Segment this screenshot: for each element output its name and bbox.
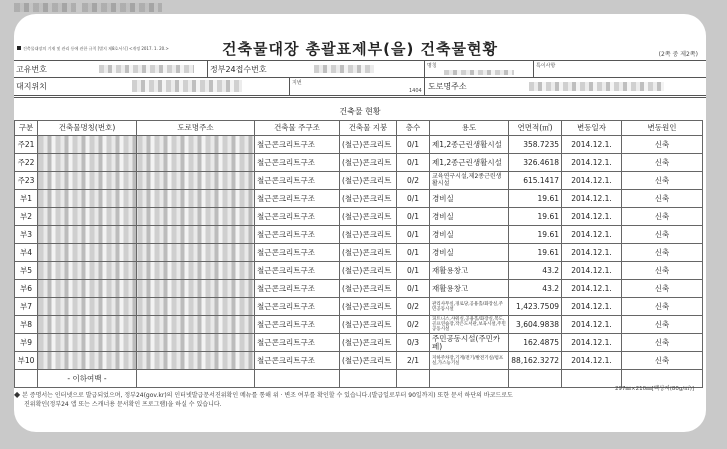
footer-notice	[14, 390, 513, 409]
date: 2014.12.1.	[562, 172, 622, 190]
building-name-redacted	[38, 298, 137, 316]
col-header: 건축물명칭(번호)	[38, 121, 137, 136]
notice-line-1: 본 증명서는 인터넷으로 발급되었으며, 정부24(gov.kr)의 인터넷발급문서진위확인 메뉴를 통해 위 · 변조 여부를 확인할 수 있습니다.(발급일로부터 90일까지) 또한 문서 하단의 바코드로도	[22, 392, 513, 399]
redacted-header-1	[14, 3, 76, 12]
area: 43.2	[509, 262, 562, 280]
date: 2014.12.1.	[562, 262, 622, 280]
use: 경비실	[430, 208, 509, 226]
info-line-mid	[14, 77, 706, 78]
date: 2014.12.1.	[562, 316, 622, 334]
roof: (철근)콘크리트	[340, 334, 397, 352]
structure: 철근콘크리트구조	[255, 136, 340, 154]
structure: 철근콘크리트구조	[255, 280, 340, 298]
building-name-redacted	[38, 190, 137, 208]
empty-cell	[340, 370, 397, 388]
table-row	[15, 262, 703, 280]
cause: 신축	[622, 172, 703, 190]
use: 재활용창고	[430, 280, 509, 298]
cause: 신축	[622, 190, 703, 208]
row-id: 주22	[15, 154, 38, 172]
table-row	[15, 280, 703, 298]
cause: 신축	[622, 226, 703, 244]
structure: 철근콘크리트구조	[255, 298, 340, 316]
date: 2014.12.1.	[562, 244, 622, 262]
use: 재활용창고	[430, 262, 509, 280]
row-id: 주21	[15, 136, 38, 154]
area: 1,423.7509	[509, 298, 562, 316]
cause: 신축	[622, 208, 703, 226]
diamond-bullet-icon: ◆	[14, 390, 21, 399]
special-label: 특이사항	[536, 63, 556, 69]
col-header: 변동원인	[622, 121, 703, 136]
page-count: (2쪽 중 제2쪽)	[658, 51, 698, 58]
building-name-redacted	[38, 208, 137, 226]
date: 2014.12.1.	[562, 154, 622, 172]
road-address-redacted	[137, 352, 255, 370]
cause: 신축	[622, 154, 703, 172]
roof: (철근)콘크리트	[340, 172, 397, 190]
floors: 0/1	[397, 136, 430, 154]
structure: 철근콘크리트구조	[255, 262, 340, 280]
legal-note-text: 건축물대장의 기재 및 관리 등에 관한 규칙 [별지 제8호서식] <개정 2017. 1. 20.>	[23, 46, 169, 51]
use: 관리사무실,경로당,공용홀/화장실,주민공동시설	[430, 298, 509, 316]
empty-cell	[15, 370, 38, 388]
roof: (철근)콘크리트	[340, 352, 397, 370]
roof: (철근)콘크리트	[340, 226, 397, 244]
cause: 신축	[622, 298, 703, 316]
building-name-redacted	[38, 280, 137, 298]
col-header: 변동일자	[562, 121, 622, 136]
use: 교육연구시설,제2종근린생활시설	[430, 172, 509, 190]
floors: 0/1	[397, 154, 430, 172]
road-address-redacted	[137, 244, 255, 262]
end-marker: - 이하여백 -	[38, 370, 137, 388]
lot-value: 1404	[409, 88, 422, 94]
document-title: 건축물대장 총괄표제부(을) 건축물현황	[222, 40, 498, 58]
building-name-redacted	[38, 154, 137, 172]
info-line-top	[14, 60, 706, 61]
area: 326.4618	[509, 154, 562, 172]
lot-label: 지번	[292, 80, 302, 86]
info-line-bot2	[14, 97, 706, 98]
area: 19.61	[509, 190, 562, 208]
roof: (철근)콘크리트	[340, 298, 397, 316]
structure: 철근콘크리트구조	[255, 226, 340, 244]
row-id: 부5	[15, 262, 38, 280]
area: 19.61	[509, 208, 562, 226]
row-id: 부6	[15, 280, 38, 298]
col-header: 건축물 지붕	[340, 121, 397, 136]
building-name-redacted	[38, 334, 137, 352]
table-end-row	[15, 370, 703, 388]
table-row	[15, 352, 703, 370]
empty-cell	[137, 370, 255, 388]
row-id: 부2	[15, 208, 38, 226]
cause: 신축	[622, 280, 703, 298]
structure: 철근콘크리트구조	[255, 154, 340, 172]
divider	[424, 60, 425, 77]
area: 358.7235	[509, 136, 562, 154]
road-address-redacted	[137, 280, 255, 298]
road-address-redacted	[137, 316, 255, 334]
road-value	[529, 82, 664, 91]
area: 19.61	[509, 226, 562, 244]
gov24-no-value	[314, 65, 374, 73]
table-row	[15, 226, 703, 244]
use: 제1,2종근린생활시설	[430, 136, 509, 154]
floors: 0/1	[397, 280, 430, 298]
area: 88,162.3272	[509, 352, 562, 370]
row-id: 부7	[15, 298, 38, 316]
row-id: 부10	[15, 352, 38, 370]
row-id: 부9	[15, 334, 38, 352]
roof: (철근)콘크리트	[340, 244, 397, 262]
date: 2014.12.1.	[562, 298, 622, 316]
structure: 철근콘크리트구조	[255, 352, 340, 370]
use: 제1,2종근린생활시설	[430, 154, 509, 172]
building-name-redacted	[38, 136, 137, 154]
row-id: 부8	[15, 316, 38, 334]
building-name-redacted	[38, 172, 137, 190]
row-id: 주23	[15, 172, 38, 190]
structure: 철근콘크리트구조	[255, 172, 340, 190]
roof: (철근)콘크리트	[340, 190, 397, 208]
road-label: 도로명주소	[428, 82, 467, 91]
area: 162.4875	[509, 334, 562, 352]
empty-cell	[430, 370, 509, 388]
table-row	[15, 154, 703, 172]
divider	[207, 60, 208, 77]
structure: 철근콘크리트구조	[255, 190, 340, 208]
floors: 0/1	[397, 244, 430, 262]
date: 2014.12.1.	[562, 226, 622, 244]
road-address-redacted	[137, 208, 255, 226]
table-row	[15, 244, 703, 262]
table-row	[15, 334, 703, 352]
unique-no-value	[99, 65, 194, 73]
name-value	[444, 70, 514, 75]
roof: (철근)콘크리트	[340, 316, 397, 334]
paper-size: 297㎜×210㎜[백상지(80g/㎡)]	[615, 386, 694, 392]
cause: 신축	[622, 262, 703, 280]
road-address-redacted	[137, 226, 255, 244]
table-row	[15, 190, 703, 208]
road-address-redacted	[137, 190, 255, 208]
roof: (철근)콘크리트	[340, 262, 397, 280]
name-label: 명칭	[427, 63, 437, 69]
notice-line-2: 진위확인(정부24 앱 또는 스캐너용 문서확인 프로그램)을 하실 수 있습니다.	[24, 401, 222, 408]
empty-cell	[509, 370, 562, 388]
table-row	[15, 316, 703, 334]
building-name-redacted	[38, 316, 137, 334]
col-header: 층수	[397, 121, 430, 136]
area: 615.1417	[509, 172, 562, 190]
floors: 0/2	[397, 172, 430, 190]
empty-cell	[397, 370, 430, 388]
col-header: 도로명주소	[137, 121, 255, 136]
divider	[289, 77, 290, 95]
gov24-no-label: 정부24접수번호	[210, 65, 267, 74]
structure: 철근콘크리트구조	[255, 208, 340, 226]
row-id: 부3	[15, 226, 38, 244]
info-line-bot	[14, 95, 706, 96]
cause: 신축	[622, 352, 703, 370]
structure: 철근콘크리트구조	[255, 244, 340, 262]
roof: (철근)콘크리트	[340, 154, 397, 172]
floors: 0/1	[397, 208, 430, 226]
divider	[533, 60, 534, 77]
floors: 0/1	[397, 262, 430, 280]
road-address-redacted	[137, 298, 255, 316]
floors: 0/3	[397, 334, 430, 352]
area: 19.61	[509, 244, 562, 262]
table-row	[15, 298, 703, 316]
row-id: 부1	[15, 190, 38, 208]
road-address-redacted	[137, 172, 255, 190]
cause: 신축	[622, 244, 703, 262]
divider	[424, 77, 425, 95]
building-name-redacted	[38, 352, 137, 370]
document-page	[14, 14, 706, 432]
structure: 철근콘크리트구조	[255, 316, 340, 334]
building-name-redacted	[38, 262, 137, 280]
road-address-redacted	[137, 334, 255, 352]
site-value	[132, 80, 242, 92]
road-address-redacted	[137, 136, 255, 154]
roof: (철근)콘크리트	[340, 136, 397, 154]
section-title: 건축물 현황	[339, 107, 381, 116]
structure: 철근콘크리트구조	[255, 334, 340, 352]
road-address-redacted	[137, 154, 255, 172]
use: 경비실	[430, 244, 509, 262]
table-header	[15, 121, 703, 136]
unique-no-label: 고유번호	[16, 65, 47, 74]
area: 43.2	[509, 280, 562, 298]
floors: 2/1	[397, 352, 430, 370]
table-row	[15, 208, 703, 226]
col-header: 구분	[15, 121, 38, 136]
cause: 신축	[622, 316, 703, 334]
date: 2014.12.1.	[562, 334, 622, 352]
date: 2014.12.1.	[562, 352, 622, 370]
site-label: 대지위치	[16, 82, 47, 91]
date: 2014.12.1.	[562, 280, 622, 298]
floors: 0/2	[397, 298, 430, 316]
col-header: 건축물 주구조	[255, 121, 340, 136]
floors: 0/1	[397, 226, 430, 244]
roof: (철근)콘크리트	[340, 208, 397, 226]
table-row	[15, 172, 703, 190]
date: 2014.12.1.	[562, 208, 622, 226]
use: 주민공동시설(주민카페)	[430, 334, 509, 352]
cause: 신축	[622, 334, 703, 352]
floors: 0/1	[397, 190, 430, 208]
row-id: 부4	[15, 244, 38, 262]
empty-cell	[255, 370, 340, 388]
date: 2014.12.1.	[562, 136, 622, 154]
empty-cell	[562, 370, 622, 388]
col-header: 연면적(㎡)	[509, 121, 562, 136]
redacted-header-2	[82, 3, 162, 12]
cause: 신축	[622, 136, 703, 154]
area: 3,604.9838	[509, 316, 562, 334]
use: 지하주차장,기계/전기/발전기실/펌프실,가스능기실	[430, 352, 509, 370]
col-header: 용도	[430, 121, 509, 136]
building-name-redacted	[38, 244, 137, 262]
use: 경비실	[430, 190, 509, 208]
floors: 0/2	[397, 316, 430, 334]
use: 경비실	[430, 226, 509, 244]
use: 피트니스,샤워실,공용홀/화장실,복도,골프연습장,작은도서관,보육시설,주민공동시설	[430, 316, 509, 334]
building-name-redacted	[38, 226, 137, 244]
date: 2014.12.1.	[562, 190, 622, 208]
table-row	[15, 136, 703, 154]
road-address-redacted	[137, 262, 255, 280]
roof: (철근)콘크리트	[340, 280, 397, 298]
building-table	[14, 120, 703, 388]
